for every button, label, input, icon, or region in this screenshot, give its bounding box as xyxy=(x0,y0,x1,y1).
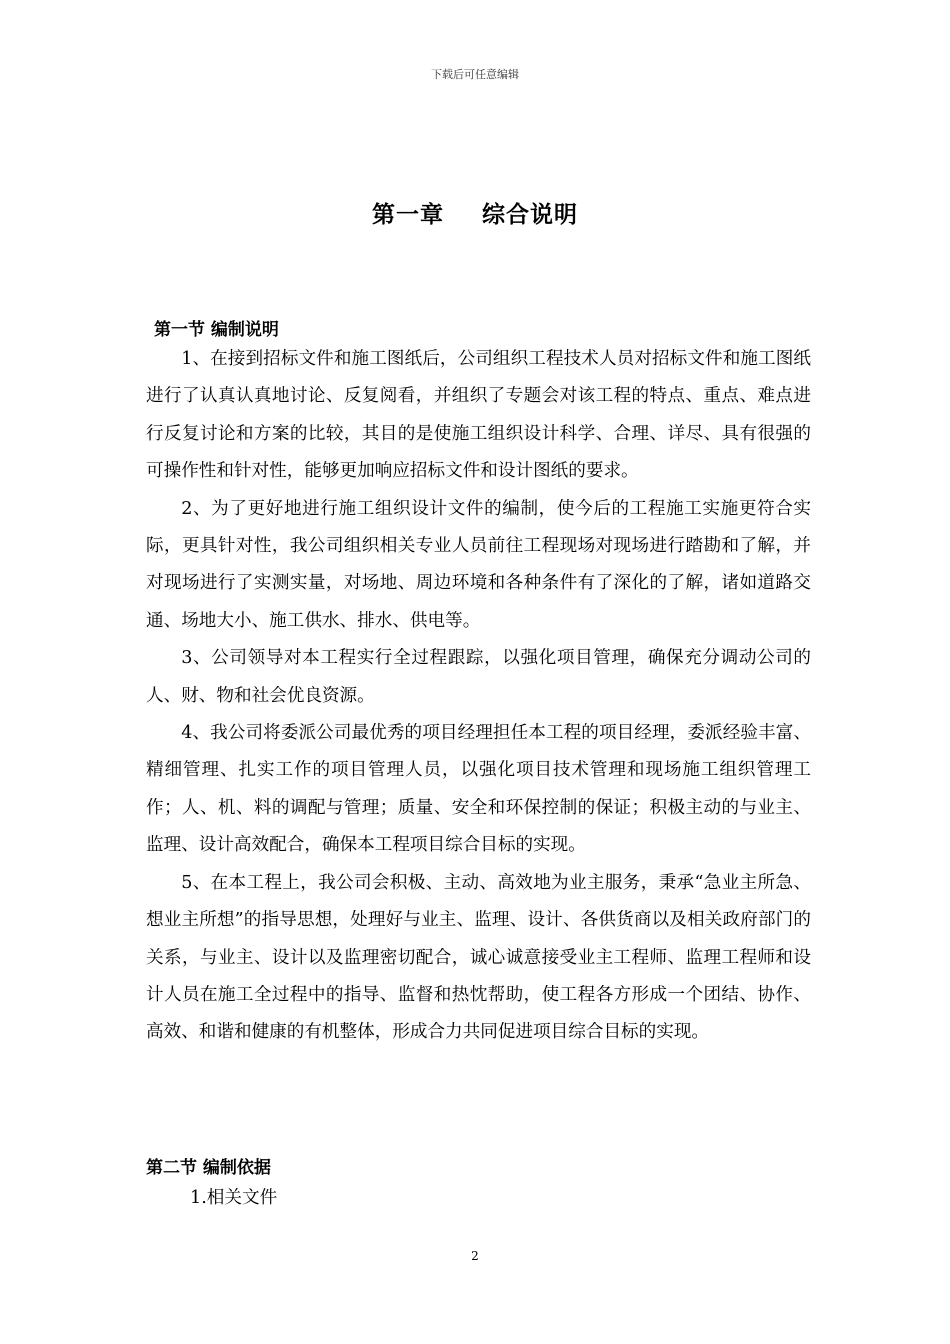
paragraph-5: 5、在本工程上，我公司会积极、主动、高效地为业主服务，秉承“急业主所急、想业主所想”的指导思想，处理好与业主、监理、设计、各供货商以及相关政府部门的关系，与业主、设计以及监理密切配合，诚心诚意接受业主工程师、监理工程师和设计人员在施工全过程中的指导、监督和热忱帮助，使工程各方形成一个团结、协作、高效、和谐和健康的有机整体，形成合力共同促进项目综合目标的实现。 xyxy=(146,872,811,1043)
header-note: 下载后可任意编辑 xyxy=(431,68,519,81)
paragraph-4: 4、我公司将委派公司最优秀的项目经理担任本工程的项目经理，委派经验丰富、精细管理、扎实工作的项目管理人员，以强化项目技术管理和现场施工组织管理工作；人、机、料的调配与管理；质量、安全和环保控制的保证；积极主动的与业主、监理、设计高效配合，确保本工程项目综合目标的实现。 xyxy=(146,723,811,856)
section-1-heading: 第一节 编制说明 xyxy=(154,320,279,340)
page-number: 2 xyxy=(471,1249,479,1263)
paragraph-3: 3、公司领导对本工程实行全过程跟踪，以强化项目管理，确保充分调动公司的人、财、物和社会优良资源。 xyxy=(146,648,811,706)
list-item-related-documents: 1.相关文件 xyxy=(190,1188,278,1208)
chapter-title xyxy=(0,196,950,229)
section-1-body xyxy=(146,341,811,1052)
section-2-heading: 第二节 编制依据 xyxy=(146,1158,271,1178)
chapter-name: 综合说明 xyxy=(482,202,578,228)
paragraph-1: 1、在接到招标文件和施工图纸后，公司组织工程技术人员对招标文件和施工图纸进行了认真认真地讨论、反复阅看，并组织了专题会对该工程的特点、重点、难点进行反复讨论和方案的比较，其目的是使施工组织设计科学、合理、详尽、具有很强的可操作性和针对性，能够更加响应招标文件和设计图纸的要求。 xyxy=(146,349,811,482)
paragraph-2: 2、为了更好地进行施工组织设计文件的编制，使今后的工程施工实施更符合实际，更具针对性，我公司组织相关专业人员前往工程现场对现场进行踏勘和了解，并对现场进行了实测实量，对场地、周边环境和各种条件有了深化的了解，诸如道路交通、场地大小、施工供水、排水、供电等。 xyxy=(146,498,811,631)
chapter-number: 第一章 xyxy=(372,202,444,228)
